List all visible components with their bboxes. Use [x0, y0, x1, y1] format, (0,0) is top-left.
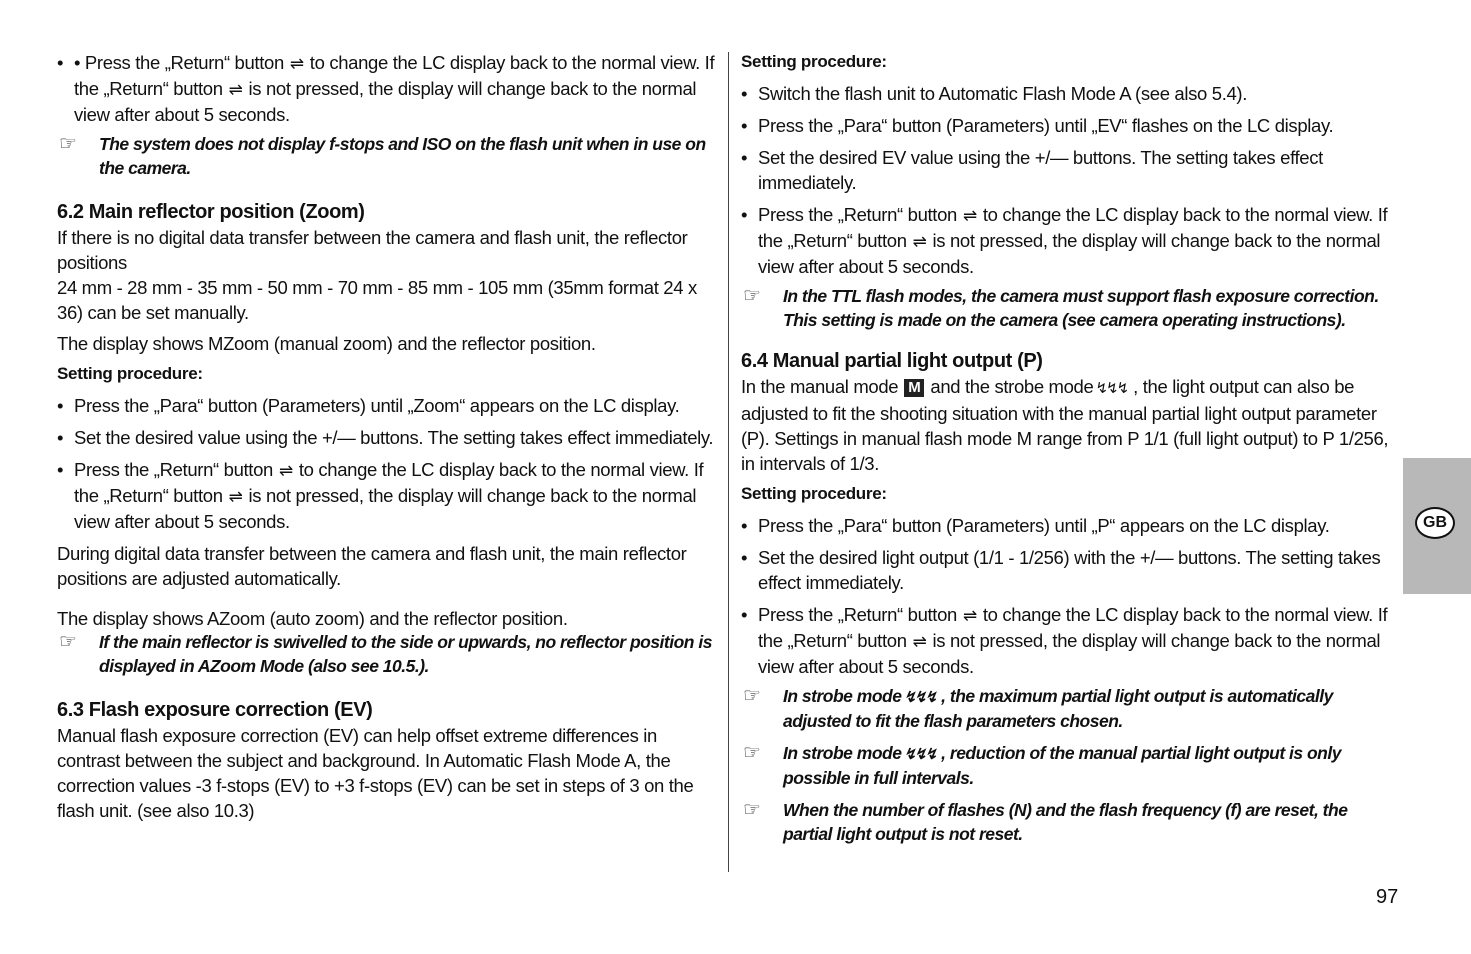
setting-procedure-label: Setting procedure:: [741, 484, 887, 503]
note-text: , reduction of the manual partial light output is only possible in full intervals.: [783, 743, 1341, 788]
return-arrow-icon: ⇌: [228, 487, 243, 506]
text: Press the „Return“ button: [758, 604, 957, 625]
return-arrow-icon: ⇌: [912, 632, 927, 651]
text: Switch the flash unit to Automatic Flash Mode A (see also 5.4).: [758, 83, 1248, 104]
bullet-set-light: [741, 545, 1397, 595]
note-strobe-reduction: [741, 742, 1397, 790]
bullet-return-4: [741, 602, 1397, 679]
pointing-hand-icon: ☞: [59, 631, 77, 653]
text: Press the „Para“ button (Parameters) until „Zoom“ appears on the LC display.: [74, 395, 680, 416]
note-text: The system does not display f-stops and ISO on the flash unit when in use on the camera.: [99, 134, 706, 178]
setting-procedure-label: Setting procedure:: [741, 52, 887, 71]
manual-mode-badge: M: [904, 379, 924, 397]
text: Press the „Return“ button: [758, 204, 957, 225]
heading-6-3: 6.3 Flash exposure correction (EV): [57, 699, 373, 721]
text: • Press the „Return“ button: [74, 52, 284, 73]
text: to change the LC display back to the normal view. If the „Return“ button: [74, 459, 704, 506]
note-text: , the maximum partial light output is automatically adjusted to fit the flash parameters chosen.: [783, 686, 1333, 731]
bullet-auto-mode: [741, 81, 1397, 106]
pointing-hand-icon: ☞: [743, 799, 761, 821]
para-6-2-a: If there is no digital data transfer between the camera and flash unit, the reflector positions: [57, 227, 688, 273]
text: Set the desired EV value using the +/— buttons. The setting takes effect immediately.: [758, 147, 1323, 193]
text: and the strobe mode: [930, 376, 1094, 397]
text: to change the LC display back to the normal view. If the „Return“ button: [74, 52, 715, 99]
right-column: [741, 50, 1397, 846]
note-ttl: [741, 285, 1397, 332]
setting-procedure-label: Setting procedure:: [57, 364, 203, 383]
return-arrow-icon: ⇌: [962, 206, 977, 225]
pointing-hand-icon: ☞: [743, 742, 761, 764]
text: , the light output can also be adjusted to fit the shooting situation with the manual partial light output parameter (P). Settings in manual flash mode M range from P 1/1 (full light output) to P 1/256, in intervals of 1/3.: [741, 376, 1389, 474]
para-6-2-e: The display shows AZoom (auto zoom) and the reflector position.: [57, 608, 568, 629]
text: to change the LC display back to the normal view. If the „Return“ button: [758, 604, 1388, 651]
text: is not pressed, the display will change back to the normal view after about 5 seconds.: [74, 78, 697, 125]
text: is not pressed, the display will change back to the normal view after about 5 seconds.: [758, 630, 1381, 677]
note-text: If the main reflector is swivelled to the side or upwards, no reflector position is displayed in AZoom Mode (also see 10.5.).: [99, 632, 712, 676]
heading-6-4: 6.4 Manual partial light output (P): [741, 350, 1043, 372]
strobe-icon: ↯↯↯: [1095, 380, 1128, 397]
bullet-return-2: [57, 457, 719, 534]
text: Set the desired light output (1/1 - 1/256) with the +/— buttons. The setting takes effect immediately.: [758, 547, 1381, 593]
bullet-return-3: [741, 202, 1397, 279]
text: to change the LC display back to the normal view. If the „Return“ button: [758, 204, 1388, 251]
text: Press the „Para“ button (Parameters) until „P“ appears on the LC display.: [758, 515, 1330, 536]
para-6-2-b: 24 mm - 28 mm - 35 mm - 50 mm - 70 mm - 85 mm - 105 mm (35mm format 24 x 36) can be set manually.: [57, 277, 697, 323]
note-text: In strobe mode: [783, 743, 902, 763]
bullet-return-1: [57, 50, 719, 127]
strobe-icon: ↯↯↯: [903, 746, 936, 763]
pointing-hand-icon: ☞: [743, 685, 761, 707]
return-arrow-icon: ⇌: [278, 461, 293, 480]
column-divider: [728, 52, 729, 872]
text: Press the „Return“ button: [74, 459, 273, 480]
note-text: In strobe mode: [783, 686, 902, 706]
return-arrow-icon: ⇌: [289, 54, 304, 73]
para-6-4: [741, 374, 1397, 476]
language-tab: [1403, 458, 1471, 594]
para-6-2-c: The display shows MZoom (manual zoom) and the reflector position.: [57, 333, 596, 354]
text: Set the desired value using the +/— buttons. The setting takes effect immediately.: [74, 427, 714, 448]
para-6-3: Manual flash exposure correction (EV) can help offset extreme differences in contrast between the subject and background. In Automatic Flash Mode A, the correction values -3 f-stops (EV) to +3 f-stops (EV) can be set in steps of 3 on the flash unit. (see also 10.3): [57, 725, 694, 821]
text: In the manual mode: [741, 376, 899, 397]
note-strobe-max: [741, 685, 1397, 733]
note-text: In the TTL flash modes, the camera must support flash exposure correction. This setting is made on the camera (see camera operating instructions).: [783, 286, 1379, 330]
bullet-set-value: [57, 425, 719, 450]
text: is not pressed, the display will change back to the normal view after about 5 seconds.: [758, 230, 1381, 277]
strobe-icon: ↯↯↯: [903, 689, 936, 706]
return-arrow-icon: ⇌: [228, 80, 243, 99]
pointing-hand-icon: ☞: [743, 285, 761, 307]
bullet-set-ev: [741, 145, 1397, 195]
page-number: 97: [1376, 886, 1399, 908]
left-column: [57, 50, 719, 823]
note-azoom: [57, 631, 719, 678]
bullet-para-ev: [741, 113, 1397, 138]
heading-6-2: 6.2 Main reflector position (Zoom): [57, 201, 365, 223]
return-arrow-icon: ⇌: [962, 606, 977, 625]
para-6-2-d: During digital data transfer between the camera and flash unit, the main reflector positions are adjusted automatically.: [57, 543, 687, 589]
pointing-hand-icon: ☞: [59, 133, 77, 155]
text: is not pressed, the display will change back to the normal view after about 5 seconds.: [74, 485, 697, 532]
note-text: When the number of flashes (N) and the flash frequency (f) are reset, the partial light output is not reset.: [783, 800, 1348, 844]
note-fstops: [57, 133, 719, 180]
note-reset: [741, 799, 1397, 846]
bullet-para-p: [741, 513, 1397, 538]
bullet-para-zoom: [57, 393, 719, 418]
return-arrow-icon: ⇌: [912, 232, 927, 251]
language-badge: GB: [1415, 507, 1455, 539]
text: Press the „Para“ button (Parameters) until „EV“ flashes on the LC display.: [758, 115, 1334, 136]
